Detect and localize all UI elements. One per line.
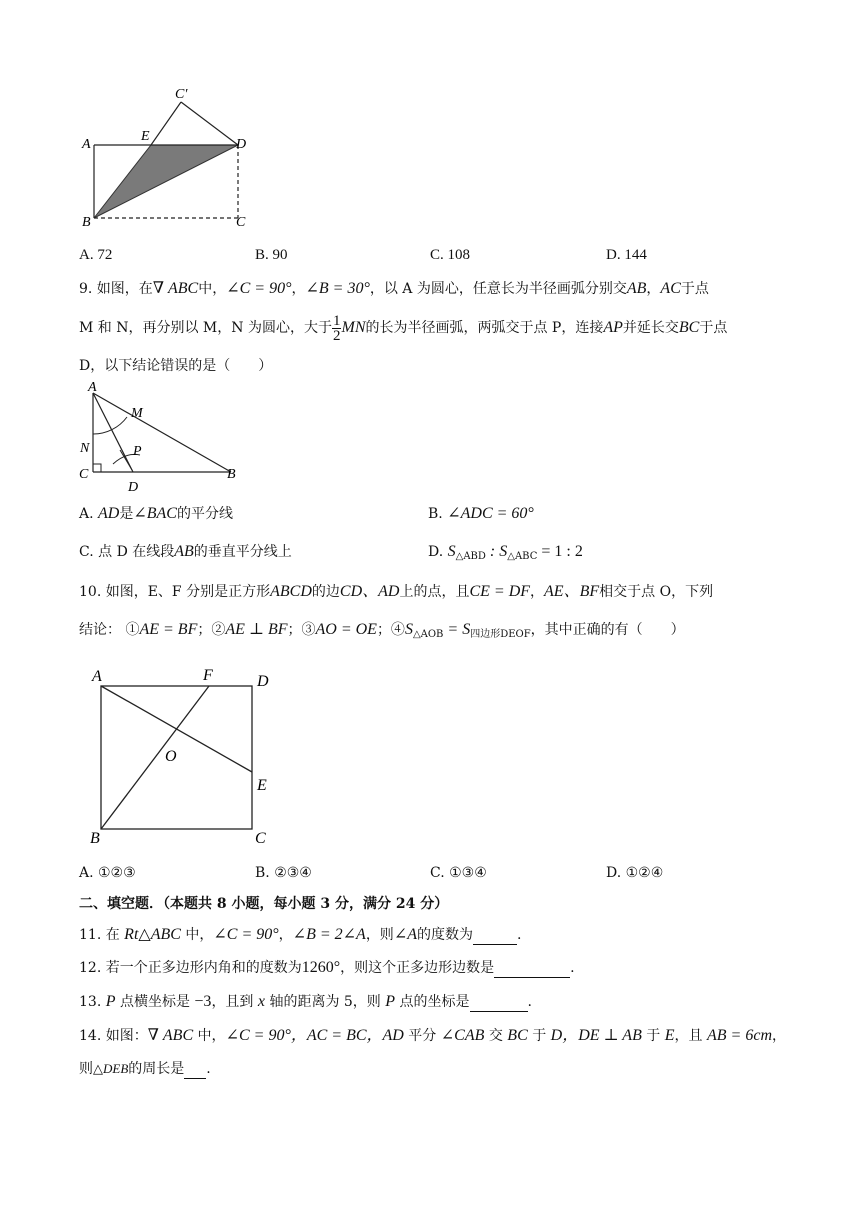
q12-answer-blank[interactable] xyxy=(494,959,570,978)
label-E: E xyxy=(257,777,267,794)
fraction-one-half: $\frac{1}{2}$ xyxy=(332,312,341,344)
q9-line3: D，以下结论错误的是（ ） xyxy=(79,358,273,374)
label-C-prime: C′ xyxy=(175,87,188,102)
q10-figure xyxy=(85,662,280,852)
label-A: A xyxy=(92,668,102,685)
q10-line1: 10. 如图，E、F 分别是正方形ABCD的边CD、AD上的点，且CE = DF，AE、BF相交于点 O，下列 xyxy=(79,583,714,600)
q10-line2: 结论： ①AE = BF；②AE ⊥ BF；③AO = OE；$④S_{\triangle AOB} = S_{四边形DEOF}$，其中正确的有（ ） xyxy=(79,621,685,640)
q9-option-c: C. 点 D 在线段AB的垂直平分线上 xyxy=(79,543,292,560)
q14-line2: 则△DEB的周长是 . xyxy=(79,1061,211,1077)
q9-option-a: A. AD是∠BAC的平分线 xyxy=(79,505,233,522)
label-F: F xyxy=(203,667,213,684)
q8-option-a: A. 72 xyxy=(79,247,113,263)
q10-option-d: D. ①②④ xyxy=(606,865,664,881)
q12: 12. 若一个正多边形内角和的度数为1260°，则这个正多边形边数是 . xyxy=(79,959,575,976)
label-E: E xyxy=(141,129,150,144)
section-title: 二、填空题．（本题共 8 小题，每小题 3 分，满分 24 分） xyxy=(79,896,449,912)
label-B: B xyxy=(227,467,236,482)
q13-answer-blank[interactable] xyxy=(470,993,528,1012)
label-B: B xyxy=(82,215,91,230)
shaded-triangle xyxy=(94,145,238,218)
q14-answer-blank[interactable] xyxy=(184,1060,206,1079)
q8-option-d: D. 144 xyxy=(606,247,647,263)
label-P: P xyxy=(133,444,142,459)
q10-option-b: B. ②③④ xyxy=(255,865,312,881)
label-B: B xyxy=(90,830,100,847)
q8-figure xyxy=(78,80,258,230)
q11: 11. 在 Rt△ABC 中，∠C = 90°，∠B = 2∠A，则∠A的度数为 . xyxy=(79,926,522,943)
q9-line1: 9. 如图，在∇ ABC中，∠C = 90°，∠B = 30°，以 A 为圆心，任意长为半径画弧分别交AB，AC于点 xyxy=(79,280,709,297)
q13: 13. P 点横坐标是 −3，且到 x 轴的距离为 5，则 P 点的坐标是 . xyxy=(79,993,532,1010)
label-C: C xyxy=(236,215,246,230)
label-C: C xyxy=(255,830,266,847)
q11-answer-blank[interactable] xyxy=(473,926,517,945)
label-A: A xyxy=(88,380,97,395)
label-N: N xyxy=(80,441,90,456)
label-A: A xyxy=(82,137,91,152)
label-M: M xyxy=(131,406,143,421)
q9-option-d: D. $S_{\triangle ABD}$ : $S_{\triangle ABC} = 1$ : 2 xyxy=(428,543,583,562)
q8-option-c: C. 108 xyxy=(430,247,471,263)
label-C: C xyxy=(79,467,89,482)
q8-option-b: B. 90 xyxy=(255,247,288,263)
q9-line2: M 和 N，再分别以 M，N 为圆心，大于 $\frac{1}{2}$ MN的长为半径画弧，两弧交于点 P，连接AP并延长交BC于点 xyxy=(79,312,728,344)
q10-option-c: C. ①③④ xyxy=(430,865,487,881)
q9-figure xyxy=(76,380,246,495)
label-D: D xyxy=(257,673,269,690)
q14-line1: 14. 如图：∇ ABC 中，∠C = 90°，AC = BC，AD 平分 ∠CAB 交 BC 于 D，DE ⊥ AB 于 E，且 AB = 6cm， xyxy=(79,1027,786,1044)
q9-option-b: B. ∠ADC = 60° xyxy=(428,505,534,522)
label-D: D xyxy=(236,137,247,152)
q10-option-a: A. ①②③ xyxy=(79,865,136,881)
label-O: O xyxy=(165,748,177,765)
label-D: D xyxy=(128,480,139,495)
